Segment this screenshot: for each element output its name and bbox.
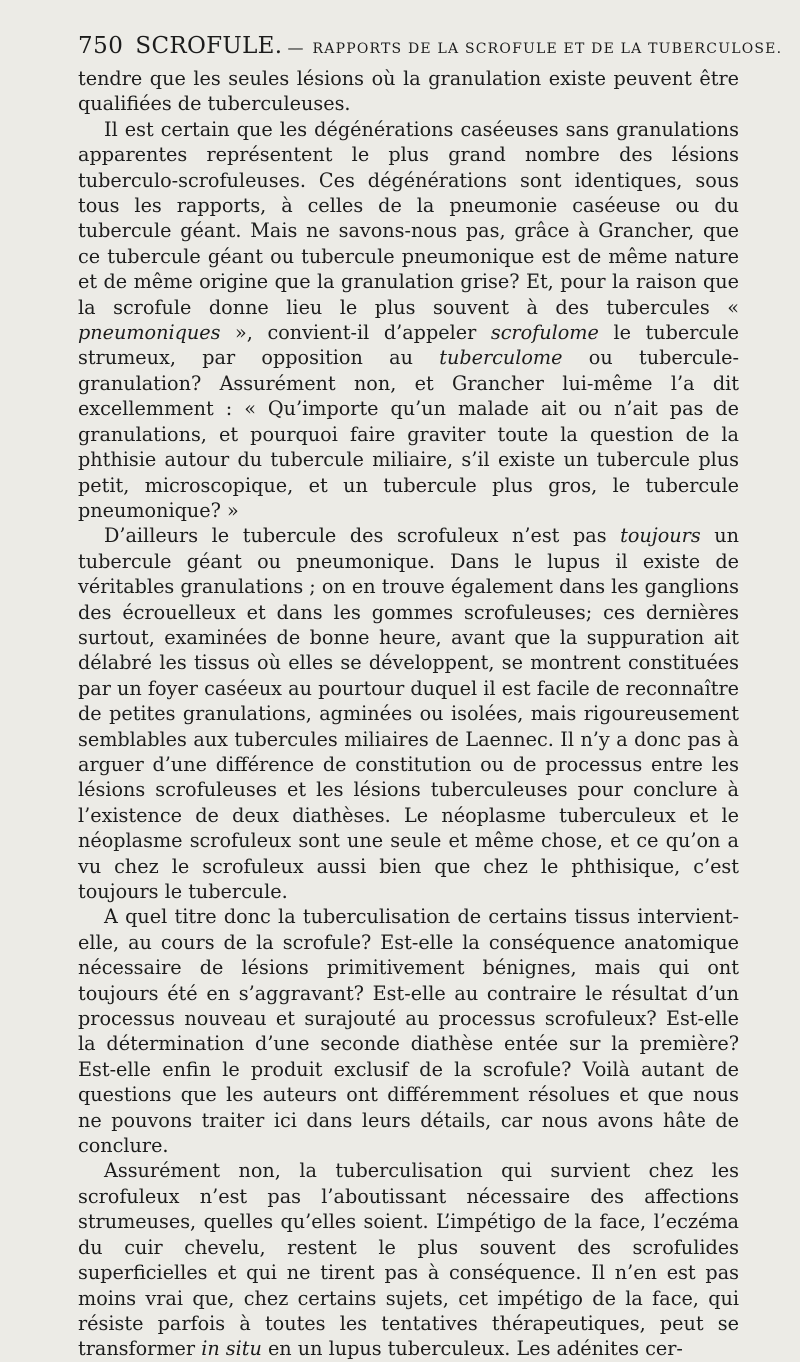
text-run: D’ailleurs le tubercule des scrofuleux n’est pas — [104, 524, 621, 548]
body-text — [78, 66, 739, 1362]
italic-text: scrofulome — [490, 321, 599, 345]
text-run: en un lupus tuberculeux. Les adénites cer- — [261, 1337, 683, 1361]
text-run: A quel titre donc la tuberculisation de certains tissus intervient-elle, au cours de la scrofule? Est-elle la conséquence anatomique nécessaire de lésions primitivement bénignes, mais qui ont toujours été en s’aggravant? Est-elle au contraire le résultat d’un processus nouveau et surajouté au processus scrofuleux? Est-elle la détermination d’une seconde diathèse entée sur la première? Est-elle enfin le produit exclusif de la scrofule? Voilà autant de questions que les auteurs ont différemment résolues et que nous ne pouvons traiter ici dans leurs détails, car nous avons hâte de conclure. — [78, 905, 739, 1158]
page-number: 750 — [78, 33, 124, 59]
italic-text: in situ — [201, 1337, 262, 1361]
text-run: un tubercule géant ou pneumonique. Dans le lupus il existe de véritables granulations ; on en trouve également dans les ganglions des écrouelleux et dans les gommes scrofuleuses; ces dernières surtout, examinées de bonne heure, avant que la suppuration ait délabré les tissus où elles se développent, se montrent constituées par un foyer caséeux au pourtour duquel il est facile de reconnaître de petites granulations, agminées ou isolées, mais rigoureusement semblables aux tubercules miliaires de Laennec. Il n’y a donc pas à arguer d’une différence de constitution ou de processus entre les lésions scrofuleuses et les lésions tuberculeuses pour conclure à l’existence de deux diathèses. Le néoplasme tuberculeux et le néoplasme scrofuleux sont une seule et même chose, et ce qu’on a vu chez le scrofuleux aussi bien que chez le phthisique, c’est toujours le tubercule. — [78, 524, 739, 903]
text-run: », convient-il d’appeler — [220, 321, 491, 345]
text-run: Assurément non, la tuberculisation qui survient chez les scrofuleux n’est pas l’aboutissant nécessaire des affections strumeuses, quelles qu’elles soient. L’impétigo de la face, l’eczéma du cuir chevelu, restent le plus souvent des scrofulides superficielles et qui ne tirent pas à conséquence. Il n’en est pas moins vrai que, chez certains sujets, cet impétigo de la face, qui résiste parfois à toutes les tentatives thérapeutiques, peut se transformer — [78, 1159, 739, 1361]
paragraph — [78, 1158, 739, 1361]
running-title: SCROFULE. — [135, 33, 283, 59]
running-header — [78, 33, 783, 63]
text-run: le tubercule strumeux, par opposition au — [78, 321, 739, 370]
text-run: ou tubercule-granulation? Assurément non, et Grancher lui-même l’a dit excellemment : « Qu’importe qu’un malade ait ou n’ait pas de granulations, et pourquoi faire graviter toute la question de la phthisie autour du tubercule miliaire, s’il existe un tubercule plus petit, microscopique, et un tubercule plus gros, le tubercule pneumonique? » — [78, 346, 739, 522]
paragraph — [78, 523, 739, 904]
italic-text: tuberculome — [439, 346, 563, 370]
text-run: tendre que les seules lésions où la granulation existe peuvent être qualifiées de tuberculeuses. — [78, 67, 739, 116]
italic-text: pneumoniques — [78, 321, 221, 345]
running-subtitle: RAPPORTS DE LA SCROFULE ET DE LA TUBERCULOSE. — [312, 41, 783, 57]
paragraph — [78, 66, 739, 117]
header-separator: — — [287, 38, 304, 57]
paragraph — [78, 117, 739, 524]
italic-text: toujours — [620, 524, 701, 548]
text-run: Il est certain que les dégénérations caséeuses sans granulations apparentes représentent le plus grand nombre des lésions tuberculo-scrofuleuses. Ces dégénérations sont identiques, sous tous les rapports, à celles de la pneumonie caséeuse ou du tubercule géant. Mais ne savons-nous pas, grâce à Grancher, que ce tubercule géant ou tubercule pneumonique est de même nature et de même origine que la granulation grise? Et, pour la raison que la scrofule donne lieu le plus souvent à des tubercules « — [78, 117, 739, 319]
paragraph — [78, 904, 739, 1158]
